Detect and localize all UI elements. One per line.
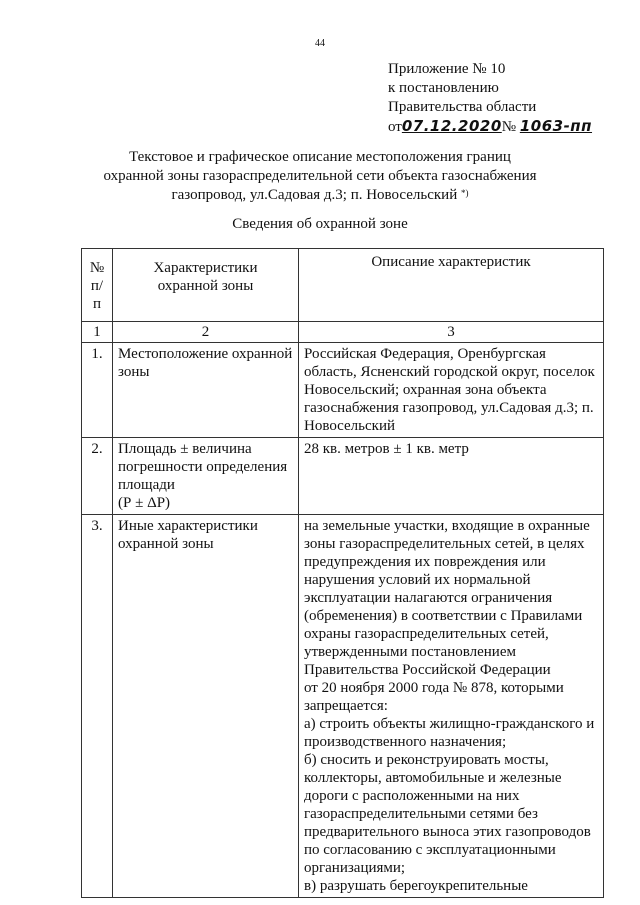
title-line-2: охранной зоны газораспределительной сети объекта газоснабжения — [103, 168, 537, 184]
row-number: 2. — [82, 438, 113, 515]
appendix-block — [388, 60, 592, 137]
table-row — [82, 438, 604, 515]
header-description: Описание характеристик — [299, 249, 604, 322]
row-description: Российская Федерация, Оренбургская область, Ясненский городской округ, поселок Новосельский; охранная зона объекта газоснабжения газопровод, ул.Садовая д.3; п. Новосельский — [299, 343, 604, 438]
appendix-line-2: к постановлению — [388, 80, 499, 96]
column-number: 2 — [113, 322, 299, 343]
row-characteristic: Иные характеристики охранной зоны — [113, 515, 299, 898]
table-header-row — [82, 249, 604, 322]
date-prefix: от — [388, 119, 402, 135]
column-number: 1 — [82, 322, 113, 343]
row-characteristic: Местоположение охранной зоны — [113, 343, 299, 438]
title-line-3 — [60, 186, 580, 205]
handwritten-date: 07.12.2020 — [401, 117, 502, 135]
appendix-line-1: Приложение № 10 — [388, 61, 506, 77]
row-characteristic: Площадь ± величина погрешности определения площади (Р ± ΔР) — [113, 438, 299, 515]
row-number: 3. — [82, 515, 113, 898]
title-line-1: Текстовое и графическое описание местоположения границ — [129, 149, 511, 165]
row-description: на земельные участки, входящие в охранные зоны газораспределительных сетей, в целях предупреждения их повреждения или нарушения условий их нормальной эксплуатации налагаются ограничения (обременения) в соответствии с Правилами охраны газораспределительных сетей, утвержденными постановлением Правительства Российской Федерации от 20 ноября 2000 года № 878, которыми запрещается: а) строить объекты жилищно-гражданского и производственного назначения; б) сносить и реконструировать мосты, коллекторы, автомобильные и железные дороги с расположенными на них газораспределительными сетями без предварительного выноса этих газопроводов по согласованию с эксплуатационными организациями; в) разрушать берегоукрепительные — [299, 515, 604, 898]
footnote-mark: *) — [461, 188, 469, 198]
table-row — [82, 343, 604, 438]
table-row — [82, 515, 604, 898]
title-line-3-text: газопровод, ул.Садовая д.3; п. Новосельский — [171, 187, 458, 203]
number-prefix: № — [501, 119, 517, 135]
header-characteristic: Характеристики охранной зоны — [113, 249, 299, 322]
appendix-date-line — [388, 117, 592, 137]
row-number: 1. — [82, 343, 113, 438]
protection-zone-table — [81, 248, 604, 898]
appendix-line-3: Правительства области — [388, 99, 537, 115]
column-number-row — [82, 322, 604, 343]
column-number: 3 — [299, 322, 604, 343]
document-title — [60, 148, 580, 205]
handwritten-number: 1063-пп — [519, 117, 593, 135]
header-number: № п/п — [82, 249, 113, 322]
row-description: 28 кв. метров ± 1 кв. метр — [299, 438, 604, 515]
section-title: Сведения об охранной зоне — [232, 216, 408, 232]
page-number: 44 — [315, 38, 325, 49]
